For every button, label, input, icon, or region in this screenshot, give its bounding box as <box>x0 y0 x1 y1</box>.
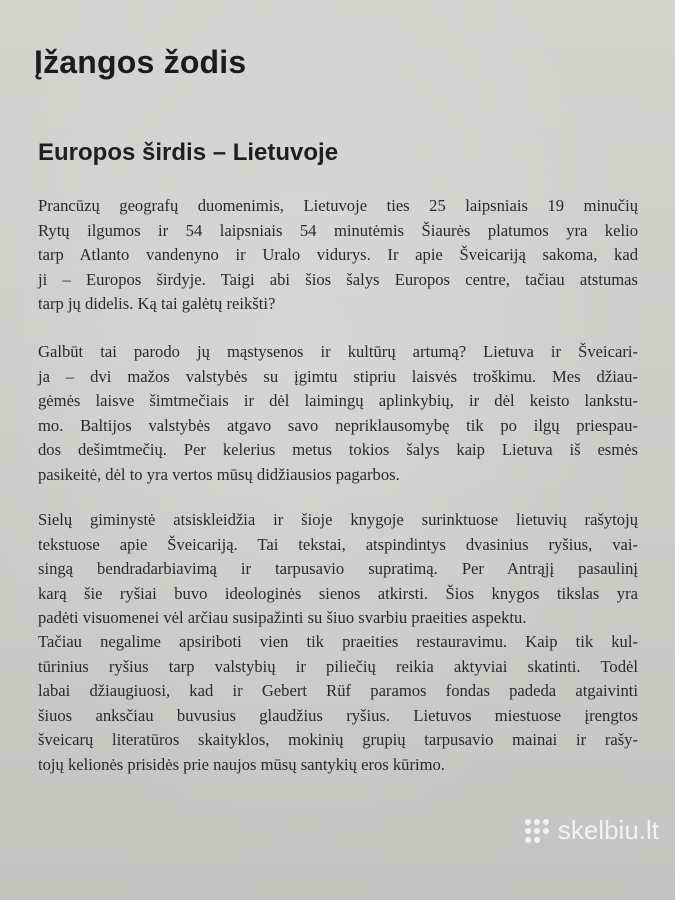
text-line: dos dešimtmečių. Per kelerius metus tokios šalys kaip Lietuva iš esmės <box>38 440 638 460</box>
text-line: tūrinius ryšius tarp valstybių ir piliečių reikia aktyviai skatinti. Todėl <box>38 656 638 676</box>
paragraph-2 <box>38 340 638 488</box>
text-line: Sielų giminystė atsiskleidžia ir šioje knygoje surinktuose lietuvių rašytojų <box>38 510 638 529</box>
paragraph-4 <box>38 630 638 778</box>
dots-logo-icon <box>522 816 552 846</box>
text-line: gėmės laisve šimtmečiais ir dėl laimingų aplinkybių, ir dėl keisto lankstu- <box>38 391 638 411</box>
paragraph-1 <box>38 194 638 317</box>
text-line: šiuos anksčiau buvusius glaudžius ryšius. Lietuvos miestuose įrengtos <box>38 705 638 725</box>
text-line: Galbūt tai parodo jų mąstysenos ir kultūrų artumą? Lietuva ir Šveicari- <box>38 342 638 361</box>
section-heading: Europos širdis – Lietuvoje <box>38 139 339 166</box>
text-line: Rytų ilgumos ir 54 laipsniais 54 minutėmis Šiaurės platumos yra kelio <box>38 220 638 240</box>
text-line: Prancūzų geografų duomenimis, Lietuvoje ties 25 laipsniais 19 minučių <box>38 196 638 215</box>
text-line: padėti visuomenei vėl arčiau susipažinti su šiuo svarbiu praeities aspektu. <box>38 608 527 628</box>
text-line: tekstuose apie Šveicariją. Tai tekstai, atspindintys dvasinius ryšius, vai- <box>38 534 638 554</box>
text-line: karą šie ryšiai buvo ideologinės sienos atkirsti. Šios knygos tikslas yra <box>38 583 638 603</box>
text-line: labai džiaugiuosi, kad ir Gebert Rüf paramos fondas padeda atgaivinti <box>38 681 638 701</box>
page-title: Įžangos žodis <box>34 44 247 80</box>
paragraph-3 <box>38 508 638 631</box>
text-line: pasikeitė, dėl to yra vertos mūsų didžiausios pagarbos. <box>38 464 400 484</box>
text-line: šveicarų literatūros skaityklos, mokinių grupių tarpusavio mainai ir rašy- <box>38 730 638 750</box>
text-line: Tačiau negalime apsiriboti vien tik praeities restauravimu. Kaip tik kul- <box>38 632 638 651</box>
watermark <box>522 815 659 846</box>
text-line: mo. Baltijos valstybės atgavo savo nepriklausomybę tik po ilgų priespau- <box>38 415 638 435</box>
text-line: ji – Europos širdyje. Taigi abi šios šalys Europos centre, tačiau atstumas <box>38 269 638 289</box>
watermark-text: skelbiu.lt <box>557 815 659 845</box>
text-line: tojų kelionės prisidės prie naujos mūsų santykių eros kūrimo. <box>38 754 445 774</box>
text-line: ja – dvi mažos valstybės su įgimtu stipriu laisvės troškimu. Mes džiau- <box>38 366 638 386</box>
text-line: tarp jų didelis. Ką tai galėtų reikšti? <box>38 294 276 314</box>
text-line: tarp Atlanto vandenyno ir Uralo vidurys. Ir apie Šveicariją sakoma, kad <box>38 245 638 265</box>
text-line: singą bendradarbiavimą ir tarpusavio supratimą. Per Antrąjį pasaulinį <box>38 559 638 579</box>
